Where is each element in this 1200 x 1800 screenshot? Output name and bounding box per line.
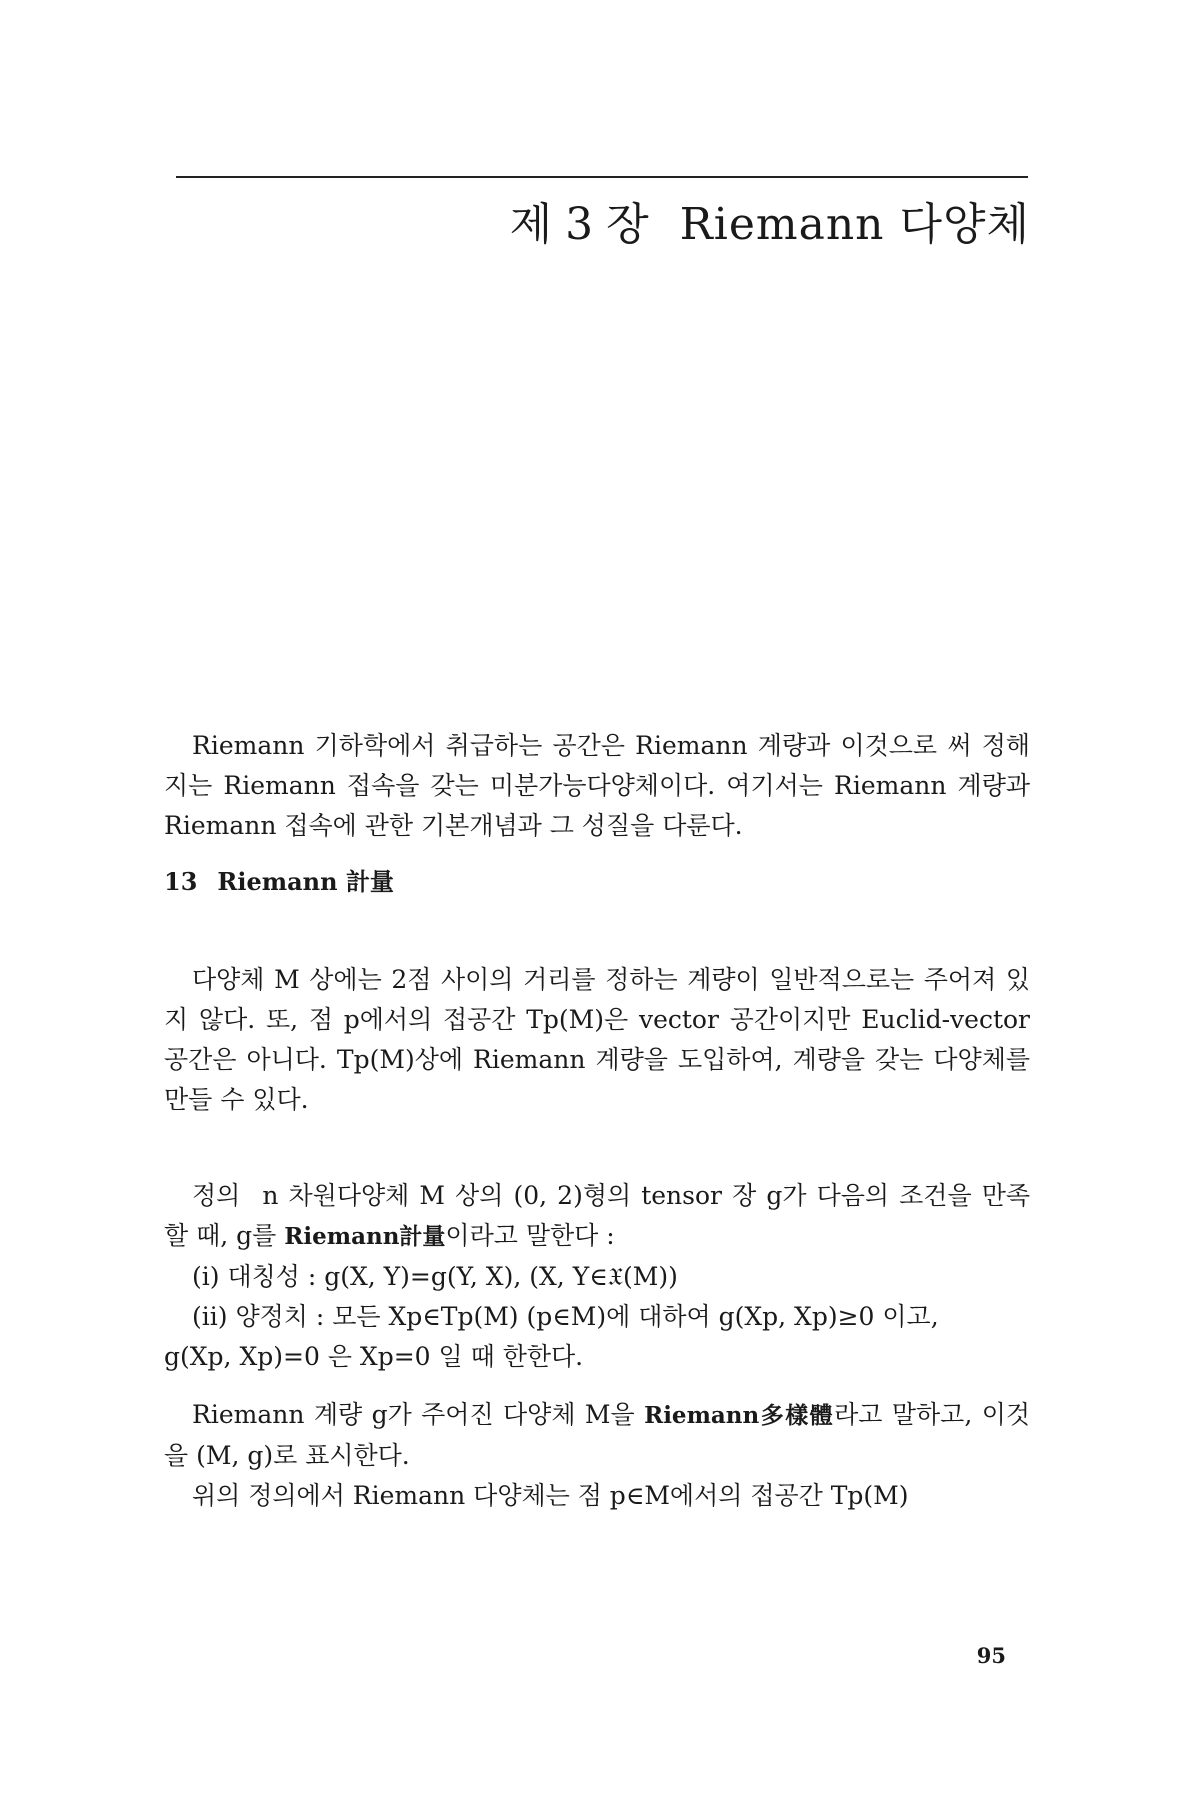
body-paragraph-manifold	[164, 960, 1030, 1120]
section-number: 13	[164, 867, 198, 896]
chapter-number: 3	[565, 199, 595, 250]
definition-block	[164, 1176, 1030, 1377]
body-paragraph-riemann-manifold	[164, 1395, 1030, 1516]
chapter-title: Riemann 다양체	[679, 199, 1030, 250]
definition-lead-end: 이라고 말한다 :	[445, 1221, 615, 1250]
section-title: Riemann 計量	[217, 867, 394, 896]
riemann-manifold-line1-end: 라고 말하고, 이것을 (M, g)로 표시한다.	[164, 1400, 1030, 1470]
definition-item-positive-definite: (ii) 양정치 : 모든 Xp∈Tp(M) (p∈M)에 대하여 g(Xp, Xp)≥0 이고,	[192, 1302, 939, 1331]
riemann-manifold-line2: 위의 정의에서 Riemann 다양체는 점 p∈M에서의 접공간 Tp(M)	[192, 1481, 909, 1510]
riemann-manifold-text	[164, 1395, 1030, 1476]
page-number: 95	[976, 1643, 1006, 1668]
intro-paragraph	[164, 726, 1030, 846]
chapter-suffix: 장	[606, 199, 650, 250]
definition-lead	[164, 1176, 1030, 1257]
definition-tag: 정의	[192, 1181, 241, 1210]
definition-lead-text: n 차원다양체 M 상의 (0, 2)형의 tensor 장 g가 다음의 조건을 만족할 때, g를	[164, 1181, 1030, 1250]
manifold-text: 다양체 M 상에는 2점 사이의 거리를 정하는 계량이 일반적으로는 주어져 있지 않다. 또, 점 p에서의 접공간 Tp(M)은 vector 공간이지만 Euclid-vector 공간은 아니다. Tp(M)상에 Riemann 계량을 도입하여, 계량을 갖는 다양체를 만들 수 있다.	[164, 965, 1030, 1114]
section-heading	[164, 862, 1030, 902]
chapter-heading	[510, 188, 1030, 252]
chapter-prefix: 제	[509, 199, 554, 250]
definition-item-continuation: g(Xp, Xp)=0 은 Xp=0 일 때 한한다.	[164, 1342, 584, 1371]
riemann-manifold-term: Riemann多樣體	[644, 1402, 835, 1429]
riemann-manifold-line1-start: Riemann 계량 g가 주어진 다양체 M을	[192, 1400, 635, 1429]
intro-text: Riemann 기하학에서 취급하는 공간은 Riemann 계량과 이것으로 써 정해지는 Riemann 접속을 갖는 미분가능다양체이다. 여기서는 Riemann 계량과 Riemann 접속에 관한 기본개념과 그 성질을 다룬다.	[164, 731, 1030, 840]
definition-item-symmetry: (i) 대칭성 : g(X, Y)=g(Y, X), (X, Y∈𝔛(M))	[192, 1262, 678, 1291]
definition-term: Riemann計量	[284, 1223, 446, 1250]
header-rule	[176, 176, 1028, 178]
